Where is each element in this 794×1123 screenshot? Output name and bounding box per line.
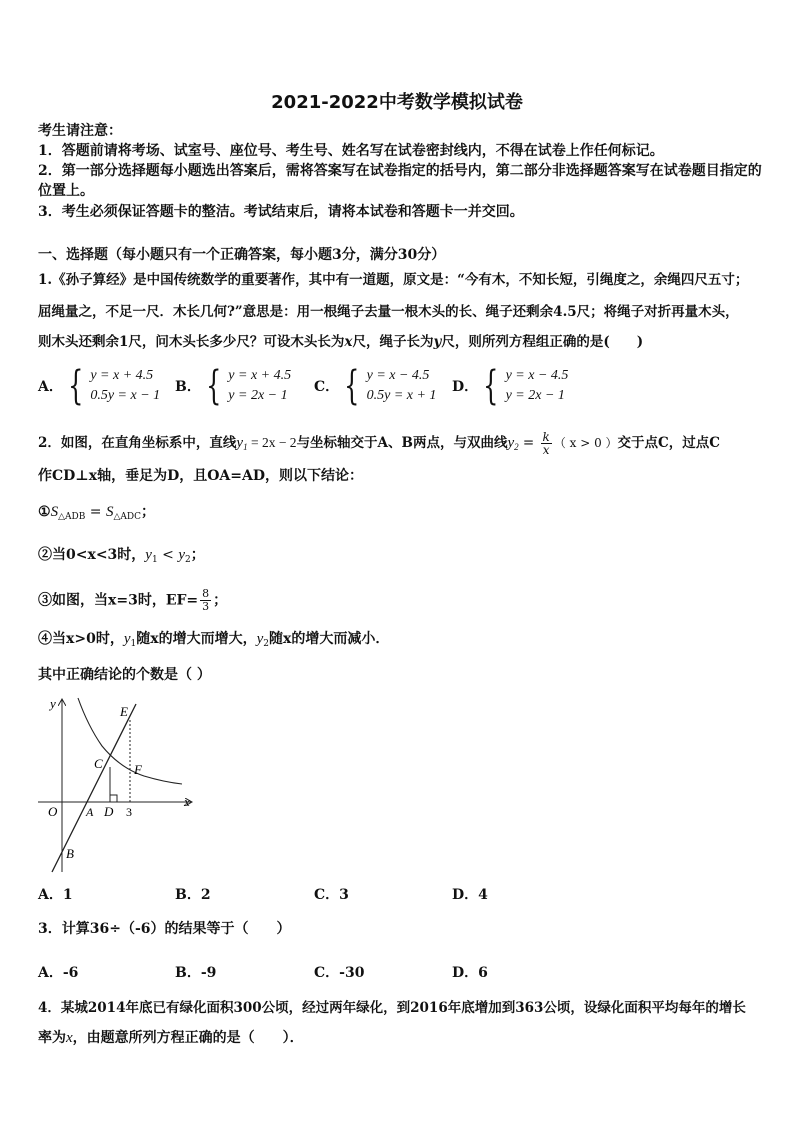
y1-sub: 1	[243, 442, 248, 452]
q3-option-b[interactable]: B．-9	[175, 965, 217, 981]
q1-option-d[interactable]	[452, 363, 569, 409]
label-3: 3	[126, 805, 132, 819]
frac-den: x	[542, 443, 550, 457]
q4-line2	[38, 1029, 304, 1047]
circled-number: ③	[38, 592, 52, 609]
punct: ；	[190, 547, 205, 563]
section-heading: 一、选择题（每小题只有一个正确答案，每小题3分，满分30分）	[38, 247, 446, 263]
y1-var: y	[145, 547, 152, 563]
equation: y = 2x − 1	[505, 388, 565, 403]
line-y1	[52, 704, 136, 872]
punct: ；	[141, 504, 155, 520]
q4-text: 率为	[38, 1030, 66, 1046]
equals: =	[518, 435, 539, 451]
q2-line2: 作CD⊥x轴，垂足为D，且OA=AD，则以下结论：	[38, 468, 364, 484]
q3-option-c[interactable]: C．-30	[314, 965, 365, 981]
brace-icon: {	[205, 363, 222, 409]
label-o: O	[48, 804, 58, 819]
option-label: C．	[314, 379, 340, 395]
y2-sub: 2	[185, 555, 191, 565]
q4-text: ，由题意所列方程正确的是（ ）．	[72, 1030, 304, 1046]
equation: y = x − 4.5	[505, 368, 569, 383]
fraction	[200, 588, 211, 613]
circled-number: ①	[38, 504, 51, 520]
y1	[236, 435, 247, 451]
k-over-x	[541, 431, 552, 456]
c4-text: 随x的增大而减小．	[269, 631, 390, 647]
y2-sub: 2	[263, 639, 269, 649]
label-b: B	[66, 846, 74, 861]
q2-text: 与坐标轴交于A、B两点，与双曲线	[296, 435, 508, 451]
y2-sub: 2	[514, 442, 519, 452]
q1-line3c: 尺，则所列方程组正确的是( )	[441, 334, 644, 350]
c3-text: 如图，当x=3时，EF=	[52, 592, 199, 609]
c2-text: 当0<x<3时，	[52, 547, 146, 563]
conclusion-2	[38, 546, 205, 569]
q4-line1: 4．某城2014年底已有绿化面积300公顷，经过两年绿化，到2016年底增加到363公顷，设绿化面积平均每年的增长	[38, 1000, 746, 1016]
q1-option-b[interactable]	[175, 363, 292, 409]
label-e: E	[120, 704, 128, 719]
y1-var: y	[123, 631, 131, 647]
line-equation: = 2x − 2	[247, 435, 297, 450]
q3-option-a[interactable]: A．-6	[38, 965, 79, 981]
var-x: x	[344, 334, 353, 350]
q2-option-b[interactable]: B．2	[175, 887, 211, 903]
notice-item: 位置上。	[38, 183, 94, 199]
notice-item: 3．考生必须保证答题卡的整洁。考试结束后，请将本试卷和答题卡一并交回。	[38, 204, 524, 220]
label-f: F	[134, 762, 142, 777]
label-y: y	[50, 696, 56, 711]
y2	[507, 435, 518, 451]
notice-item: 1．答题前请将考场、试室号、座位号、考生号、姓名写在试卷密封线内，不得在试卷上作任何标记。	[38, 143, 664, 159]
equation: 0.5y = x + 1	[366, 388, 437, 403]
area-symbol: S	[105, 504, 114, 520]
brace-icon: {	[344, 363, 360, 409]
conclusion-4	[38, 630, 389, 653]
c4-text: 当x>0时，	[52, 631, 124, 647]
label-c: C	[94, 756, 103, 771]
notice-item: 2．第一部分选择题每小题选出答案后，需将答案写在试卷指定的括号内，第二部分非选择题答案写在试卷题目指定的	[38, 163, 762, 179]
y2-var: y	[507, 435, 515, 451]
var-y: y	[433, 334, 442, 350]
area-symbol: S	[50, 504, 59, 520]
q2-option-d[interactable]: D．4	[452, 887, 488, 903]
label-x: x	[184, 794, 190, 809]
equation: 0.5y = x − 1	[90, 388, 161, 403]
y1-sub: 1	[151, 555, 158, 565]
condition: （ x > 0 ）	[553, 436, 618, 450]
brace-icon: {	[67, 363, 84, 409]
option-label: A．	[38, 379, 63, 395]
equation: y = 2x − 1	[228, 388, 288, 403]
area-sub: △ADB	[58, 512, 86, 522]
coordinate-figure	[36, 694, 206, 876]
circled-number: ④	[38, 631, 52, 647]
frac-num: 8	[202, 587, 210, 600]
equals: =	[85, 504, 106, 520]
y2-var: y	[178, 547, 186, 563]
area-sub: △ADC	[113, 512, 141, 522]
equation: y = x − 4.5	[366, 368, 430, 383]
q1-line2: 屈绳量之，不足一尺．木长几何?”意思是：用一根绳子去量一根木头的长、绳子还剩余4.5尺；将绳子对折再量木头，	[38, 304, 739, 320]
q1-option-c[interactable]	[314, 363, 437, 409]
var-x: x	[66, 1030, 73, 1046]
frac-num: k	[542, 430, 550, 444]
punct: ；	[213, 592, 228, 609]
label-a: A	[86, 805, 94, 819]
q1-line3b: 尺，绳子长为	[352, 334, 434, 350]
conclusion-3	[38, 588, 227, 613]
q2-option-c[interactable]: C．3	[314, 887, 349, 903]
q2-text: 交于点C，过点C	[617, 435, 721, 451]
q3-option-d[interactable]: D．6	[452, 965, 488, 981]
y1-sub: 1	[130, 639, 137, 649]
y1-var: y	[236, 435, 244, 451]
q2-ask: 其中正确结论的个数是（ ）	[38, 667, 211, 683]
y2-var: y	[256, 631, 264, 647]
frac-den: 3	[202, 600, 210, 613]
right-angle-mark	[110, 795, 117, 802]
brace-icon: {	[483, 363, 499, 409]
q2-option-a[interactable]: A．1	[38, 887, 73, 903]
q2-text: 2．如图，在直角坐标系中，直线	[38, 435, 237, 451]
equation: y = x + 4.5	[90, 368, 154, 383]
q1-line3a: 则木头还剩余1尺，问木头长多少尺？可设木头长为	[38, 334, 345, 350]
q3-text: 3．计算36÷（-6）的结果等于（ ）	[38, 921, 291, 937]
page-title: 2021-2022中考数学模拟试卷	[271, 92, 523, 113]
q1-option-a[interactable]	[38, 363, 161, 409]
circled-number: ②	[38, 547, 52, 563]
c4-text: 随x的增大而增大，	[136, 631, 257, 647]
label-d: D	[104, 804, 114, 819]
q1-line1: 1.《孙子算经》是中国传统数学的重要著作，其中有一道题，原文是：“今有木，不知长短，引绳度之，余绳四尺五寸；	[38, 272, 749, 288]
q2-line1	[38, 431, 720, 456]
option-label: B．	[175, 379, 201, 395]
equation: y = x + 4.5	[228, 368, 292, 383]
less-than: <	[157, 547, 179, 563]
notice-heading: 考生请注意：	[38, 123, 122, 139]
q1-line3	[38, 333, 643, 351]
option-label: D．	[452, 379, 479, 395]
conclusion-1	[38, 503, 155, 526]
